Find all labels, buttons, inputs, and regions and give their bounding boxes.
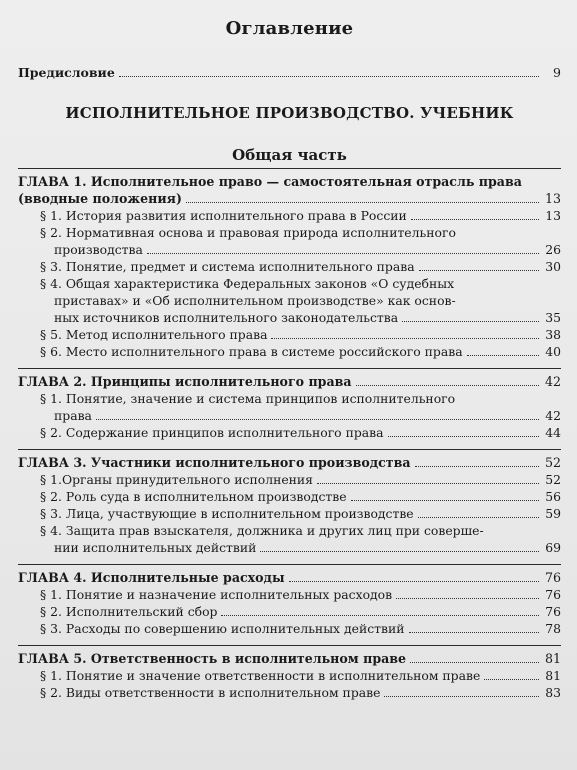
leader-dots: [221, 615, 539, 616]
leader-dots: [96, 419, 539, 420]
preface-page: 9: [553, 65, 561, 80]
page-number: 81: [545, 668, 561, 683]
page-number: 52: [544, 455, 561, 470]
section-title-line: § 4. Защита прав взыскателя, должника и других лиц при соверше-: [40, 523, 484, 538]
section-title: права: [54, 408, 92, 423]
page-number: 56: [545, 489, 561, 504]
page-number: 35: [545, 310, 561, 325]
section-entry: [18, 488, 561, 505]
page-number: 76: [544, 570, 561, 585]
section-entry: [18, 207, 561, 224]
section-title: производства: [54, 242, 143, 257]
leader-dots: [419, 270, 539, 271]
chapter-entry: [18, 454, 561, 471]
section-entry: [18, 343, 561, 360]
section-title: § 3. Понятие, предмет и система исполнительного права: [40, 259, 415, 274]
section-title: нии исполнительных действий: [54, 540, 257, 555]
section-title: § 5. Метод исполнительного права: [40, 327, 268, 342]
part-title: Общая часть: [232, 146, 347, 164]
section-title: § 1. Понятие и значение ответственности в исполнительном праве: [40, 668, 481, 683]
spacer: [18, 556, 561, 560]
leader-dots: [402, 321, 539, 322]
leader-dots: [388, 436, 539, 437]
leader-dots: [271, 338, 539, 339]
page-number: 40: [545, 344, 561, 359]
section-entry: [18, 424, 561, 441]
section-title-line: приставах» и «Об исполнительном производстве» как основ-: [54, 293, 456, 308]
section-title: § 3. Лица, участвующие в исполнительном производстве: [40, 506, 414, 521]
section-title: § 2. Виды ответственности в исполнительном праве: [40, 685, 381, 700]
chapter-title: ГЛАВА 3. Участники исполнительного производства: [18, 455, 411, 470]
chapter-entry: [18, 650, 561, 667]
section-title-line: § 2. Нормативная основа и правовая природа исполнительного: [40, 225, 456, 240]
section-entry: [18, 586, 561, 603]
chapter-block: [18, 168, 561, 364]
chapter-title: ГЛАВА 2. Принципы исполнительного права: [18, 374, 352, 389]
leader-dots: [356, 385, 539, 386]
leader-dots: [260, 551, 539, 552]
section-entry: [18, 505, 561, 522]
page-number: 42: [545, 408, 561, 423]
page-number: 26: [545, 242, 561, 257]
book-title: ИСПОЛНИТЕЛЬНОЕ ПРОИЗВОДСТВО. УЧЕБНИК: [65, 104, 514, 122]
section-title: § 2. Роль суда в исполнительном производстве: [40, 489, 347, 504]
page-number: 13: [545, 208, 561, 223]
page-number: 81: [544, 651, 561, 666]
page-number: 13: [544, 191, 561, 206]
chapter-block: [18, 564, 561, 641]
leader-dots: [410, 662, 539, 663]
page-number: 42: [544, 374, 561, 389]
preface-label: Предисловие: [18, 65, 115, 80]
leader-dots: [415, 466, 539, 467]
leader-dots: [317, 483, 539, 484]
section-title: § 6. Место исполнительного права в системе российского права: [40, 344, 463, 359]
chapter-title: ГЛАВА 4. Исполнительные расходы: [18, 570, 285, 585]
chapter-title-line: ГЛАВА 1. Исполнительное право — самостоятельная отрасль права: [18, 174, 522, 189]
section-title: § 2. Содержание принципов исполнительного права: [40, 425, 384, 440]
chapter-entry: [18, 373, 561, 390]
leader-dots: [119, 76, 539, 77]
spacer: [18, 441, 561, 445]
section-title: § 1. Понятие и назначение исполнительных расходов: [40, 587, 393, 602]
page-number: 38: [545, 327, 561, 342]
chapter-block: [18, 449, 561, 560]
spacer: [18, 701, 561, 705]
leader-dots: [186, 202, 539, 203]
section-entry: [18, 407, 561, 424]
spacer: [18, 637, 561, 641]
section-title: ных источников исполнительного законодательства: [54, 310, 399, 325]
page-title: Оглавление: [225, 18, 354, 39]
page-number: 83: [545, 685, 561, 700]
section-entry: [18, 309, 561, 326]
section-title-line: § 1. Понятие, значение и система принципов исполнительного: [40, 391, 456, 406]
chapter-block: [18, 368, 561, 445]
page-number: 44: [545, 425, 561, 440]
chapter-entry: [18, 190, 561, 207]
section-title: § 2. Исполнительский сбор: [40, 604, 218, 619]
chapter-block: [18, 645, 561, 705]
leader-dots: [351, 500, 539, 501]
section-entry: [18, 539, 561, 556]
leader-dots: [147, 253, 539, 254]
section-title-line: § 4. Общая характеристика Федеральных законов «О судебных: [40, 276, 455, 291]
section-entry: [18, 258, 561, 275]
section-entry: [18, 667, 561, 684]
leader-dots: [418, 517, 539, 518]
chapter-title: ГЛАВА 5. Ответственность в исполнительном праве: [18, 651, 407, 666]
section-entry: [18, 603, 561, 620]
section-entry: [18, 326, 561, 343]
section-entry: [18, 471, 561, 488]
leader-dots: [467, 355, 539, 356]
leader-dots: [396, 598, 539, 599]
leader-dots: [484, 679, 539, 680]
page-number: 30: [545, 259, 561, 274]
leader-dots: [289, 581, 539, 582]
section-title: § 3. Расходы по совершению исполнительных действий: [40, 621, 405, 636]
page-number: 76: [545, 604, 561, 619]
section-title: § 1. История развития исполнительного права в России: [40, 208, 407, 223]
preface-entry: [18, 65, 561, 80]
section-entry: [18, 241, 561, 258]
spacer: [18, 360, 561, 364]
leader-dots: [411, 219, 539, 220]
page-number: 59: [545, 506, 561, 521]
chapter-title: (вводные положения): [18, 191, 182, 206]
leader-dots: [384, 696, 539, 697]
section-entry: [18, 620, 561, 637]
page-number: 78: [545, 621, 561, 636]
chapter-entry: [18, 569, 561, 586]
page-number: 76: [545, 587, 561, 602]
section-entry: [18, 684, 561, 701]
leader-dots: [409, 632, 540, 633]
section-title: § 1.Органы принудительного исполнения: [40, 472, 313, 487]
page-number: 69: [545, 540, 561, 555]
chapter-list: [18, 168, 561, 705]
page-number: 52: [545, 472, 561, 487]
